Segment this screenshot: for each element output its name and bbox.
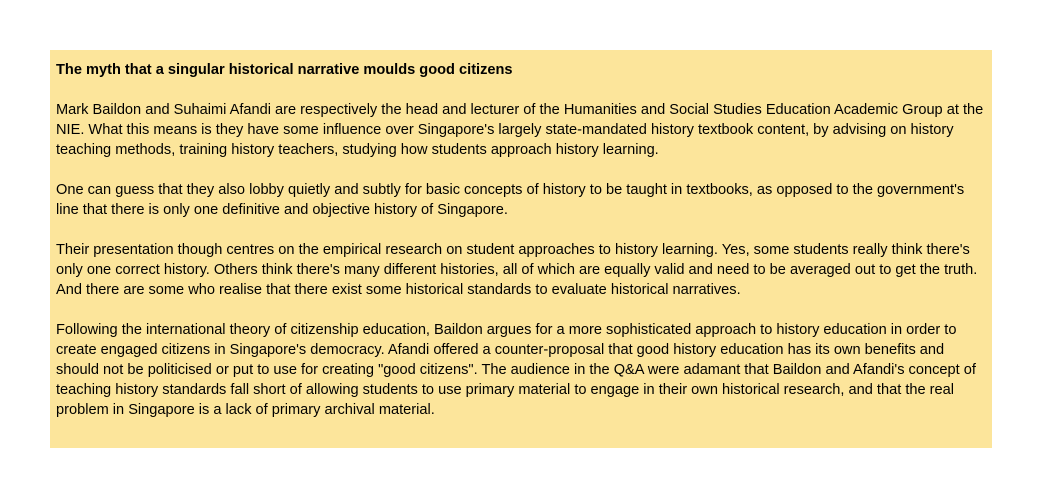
article-paragraph-1: Mark Baildon and Suhaimi Afandi are respectively the head and lecturer of the Humanities and Social Studies Education Academic Group at the NIE. What this means is they have some influence over Singapore's largely state-mandated history textbook content, by advising on history teaching methods, training history teachers, studying how students approach history learning. — [56, 102, 984, 158]
article-box — [50, 50, 992, 448]
article-paragraph-3: Their presentation though centres on the empirical research on student approaches to history learning. Yes, some students really think there's only one correct history. Others think there's many different histories, all of which are equally valid and need to be averaged out to get the truth. And there are some who realise that there exist some historical standards to evaluate historical narratives. — [56, 242, 978, 298]
article-paragraph-2: One can guess that they also lobby quietly and subtly for basic concepts of history to be taught in textbooks, as opposed to the government's line that there is only one definitive and objective history of Singapore. — [56, 182, 965, 218]
article-title: The myth that a singular historical narrative moulds good citizens — [56, 62, 513, 78]
article-paragraph-4: Following the international theory of citizenship education, Baildon argues for a more sophisticated approach to history education in order to create engaged citizens in Singapore's democracy. Afandi offered a counter-proposal that good history education has its own benefits and should not be politicised or put to use for creating "good citizens". The audience in the Q&A were adamant that Baildon and Afandi's concept of teaching history standards fall short of allowing students to use primary material to engage in their own historical research, and that the real problem in Singapore is a lack of primary archival material. — [56, 322, 976, 418]
